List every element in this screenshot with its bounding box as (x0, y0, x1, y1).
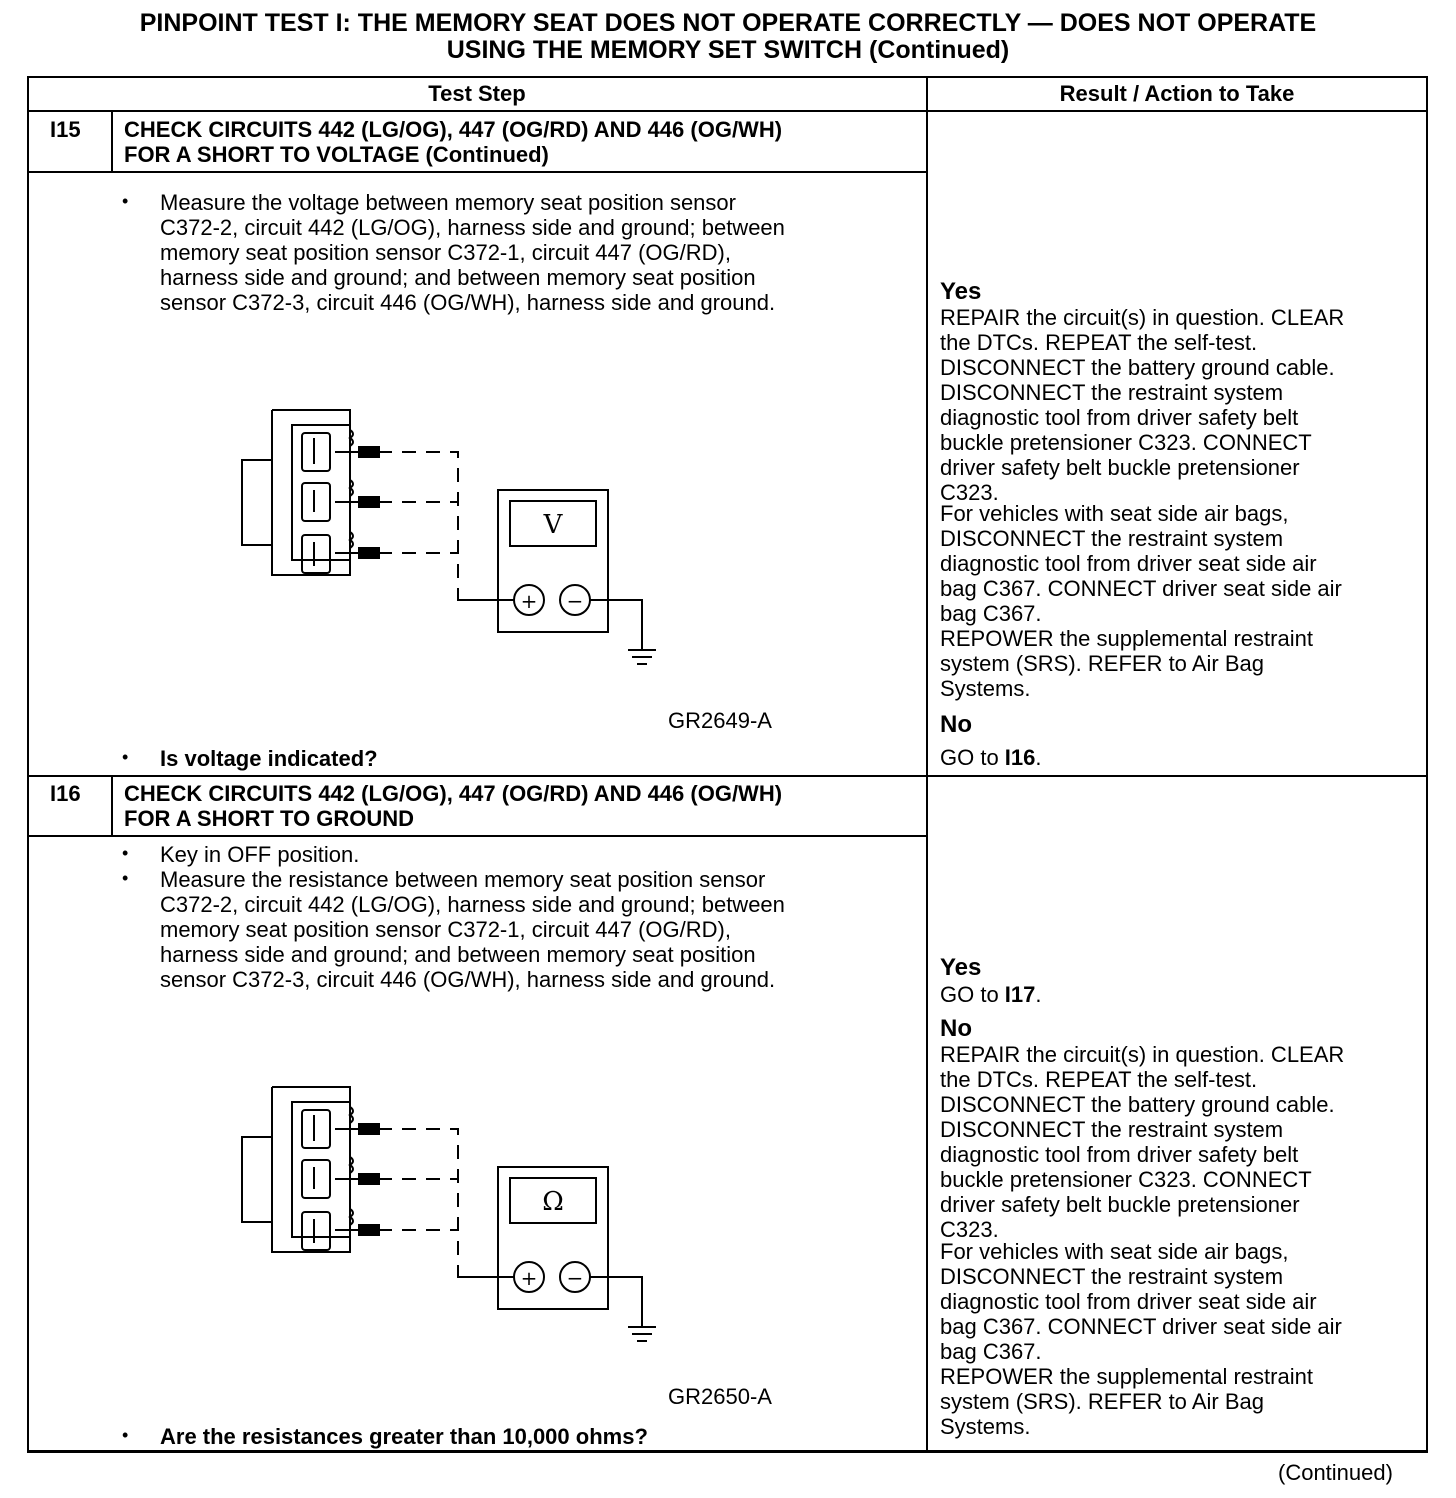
action-line: C323. (940, 1217, 999, 1242)
terminal-2 (302, 1160, 330, 1198)
action-line: system (SRS). REFER to Air Bag (940, 651, 1264, 676)
terminal-2 (302, 483, 330, 521)
action-line: C323. (940, 480, 999, 505)
instruction-line: harness side and ground; and between memory seat position (160, 265, 756, 290)
terminal-3 (302, 1212, 330, 1250)
connector-back-plate (242, 460, 272, 545)
instruction-line: Measure the voltage between memory seat position sensor (160, 190, 736, 215)
connector-housing (272, 1087, 350, 1252)
action-line: bag C367. CONNECT driver seat side air (940, 576, 1342, 601)
figure-id: GR2650-A (668, 1384, 772, 1409)
yes-label: Yes (940, 954, 982, 981)
action-line: REPOWER the supplemental restraint (940, 626, 1313, 651)
action-line: REPAIR the circuit(s) in question. CLEAR (940, 305, 1345, 330)
action-line: diagnostic tool from driver safety belt (940, 405, 1299, 430)
title-line-1: PINPOINT TEST I: THE MEMORY SEAT DOES NOT OPERATE CORRECTLY — DOES NOT OPERATE (139, 9, 1317, 37)
step-heading-line-1: CHECK CIRCUITS 442 (LG/OG), 447 (OG/RD) AND 446 (OG/WH) (124, 117, 783, 142)
instruction-line: Measure the resistance between memory seat position sensor (160, 867, 766, 892)
connector-terminal-block (292, 1102, 350, 1237)
action-line: diagnostic tool from driver seat side air (940, 551, 1317, 576)
action-line: DISCONNECT the battery ground cable. (940, 355, 1335, 380)
page-title (0, 10, 1456, 64)
instruction-line: C372-2, circuit 442 (LG/OG), harness side and ground; between (160, 215, 785, 240)
probe-tip (358, 496, 380, 508)
instruction-line: C372-2, circuit 442 (LG/OG), harness side and ground; between (160, 892, 785, 917)
meter-symbol: Ω (542, 1187, 564, 1217)
yes-action (940, 982, 1042, 1007)
goto-step-link: I17 (1004, 982, 1036, 1007)
action-line: diagnostic tool from driver safety belt (940, 1142, 1299, 1167)
action-line: driver safety belt buckle pretensioner (940, 1192, 1300, 1217)
bullet-icon: • (122, 843, 129, 863)
connector-housing (272, 410, 350, 575)
no-label: No (940, 711, 972, 738)
instruction-line: memory seat position sensor C372-1, circuit 447 (OG/RD), (160, 917, 731, 942)
action-line: REPAIR the circuit(s) in question. CLEAR (940, 1042, 1345, 1067)
bullet-icon: • (122, 747, 129, 767)
instruction-line: sensor C372-3, circuit 446 (OG/WH), harness side and ground. (160, 290, 776, 315)
plus-sign: + (520, 589, 538, 613)
action-line: bag C367. (940, 1339, 1042, 1364)
step-question: Are the resistances greater than 10,000 ohms? (160, 1424, 648, 1449)
connector-back-plate (242, 1137, 272, 1222)
test-leads (378, 1129, 512, 1277)
step-heading-line-2: FOR A SHORT TO GROUND (124, 806, 415, 831)
step-id: I16 (50, 781, 81, 806)
probe-tip (358, 547, 380, 559)
test-leads (378, 452, 512, 600)
ohmmeter-diagram (230, 1077, 690, 1367)
action-line: Systems. (940, 676, 1031, 701)
action-line: bag C367. (940, 601, 1042, 626)
bullet-icon: • (122, 1425, 129, 1445)
instruction-line: harness side and ground; and between memory seat position (160, 942, 756, 967)
action-line: REPOWER the supplemental restraint (940, 1364, 1313, 1389)
no-label: No (940, 1015, 972, 1042)
yes-action-end: . (1035, 982, 1042, 1007)
probe-tip (358, 1173, 380, 1185)
meter-symbol: V (543, 510, 563, 540)
instruction-line: sensor C372-3, circuit 446 (OG/WH), harness side and ground. (160, 967, 776, 992)
action-line: buckle pretensioner C323. CONNECT (940, 430, 1312, 455)
action-line: DISCONNECT the restraint system (940, 1264, 1284, 1289)
action-line: the DTCs. REPEAT the self-test. (940, 330, 1258, 355)
bullet-icon: • (122, 868, 129, 888)
action-line: DISCONNECT the restraint system (940, 380, 1284, 405)
action-line: buckle pretensioner C323. CONNECT (940, 1167, 1312, 1192)
minus-sign: − (566, 1266, 584, 1290)
action-line: the DTCs. REPEAT the self-test. (940, 1067, 1258, 1092)
action-line: system (SRS). REFER to Air Bag (940, 1389, 1264, 1414)
continued-label: (Continued) (1278, 1460, 1393, 1485)
minus-sign: − (566, 589, 584, 613)
action-line: DISCONNECT the battery ground cable. (940, 1092, 1335, 1117)
step-heading-line-2: FOR A SHORT TO VOLTAGE (Continued) (124, 142, 549, 167)
action-line: bag C367. CONNECT driver seat side air (940, 1314, 1342, 1339)
action-line: Systems. (940, 1414, 1031, 1439)
connector-terminal-block (292, 425, 350, 560)
step-heading-line-1: CHECK CIRCUITS 442 (LG/OG), 447 (OG/RD) AND 446 (OG/WH) (124, 781, 783, 806)
no-action-end: . (1035, 745, 1042, 770)
figure-id: GR2649-A (668, 708, 772, 733)
step-question: Is voltage indicated? (160, 746, 378, 771)
voltmeter-diagram (230, 400, 690, 690)
yes-label: Yes (940, 278, 982, 305)
goto-step-link: I16 (1004, 745, 1036, 770)
terminal-1 (302, 433, 330, 471)
col-header-test-step: Test Step (428, 81, 526, 106)
probe-tip (358, 1123, 380, 1135)
probe-leads (335, 452, 358, 553)
probe-leads (335, 1129, 358, 1230)
probe-tip (358, 1224, 380, 1236)
col-header-result: Result / Action to Take (1059, 81, 1295, 106)
instruction-line: memory seat position sensor C372-1, circuit 447 (OG/RD), (160, 240, 731, 265)
probe-tip (358, 446, 380, 458)
terminal-1 (302, 1110, 330, 1148)
action-line: diagnostic tool from driver seat side air (940, 1289, 1317, 1314)
step-id: I15 (50, 117, 81, 142)
action-line: DISCONNECT the restraint system (940, 526, 1284, 551)
title-line-2: USING THE MEMORY SET SWITCH (Continued) (446, 36, 1010, 64)
no-action-text: GO to (940, 745, 1005, 770)
action-line: DISCONNECT the restraint system (940, 1117, 1284, 1142)
action-line: driver safety belt buckle pretensioner (940, 455, 1300, 480)
plus-sign: + (520, 1266, 538, 1290)
action-line: For vehicles with seat side air bags, (940, 1239, 1289, 1264)
bullet-icon: • (122, 191, 129, 211)
yes-action-text: GO to (940, 982, 1005, 1007)
terminal-3 (302, 535, 330, 573)
no-action (940, 745, 1042, 770)
action-line: For vehicles with seat side air bags, (940, 501, 1289, 526)
instruction-key-off: Key in OFF position. (160, 842, 360, 867)
